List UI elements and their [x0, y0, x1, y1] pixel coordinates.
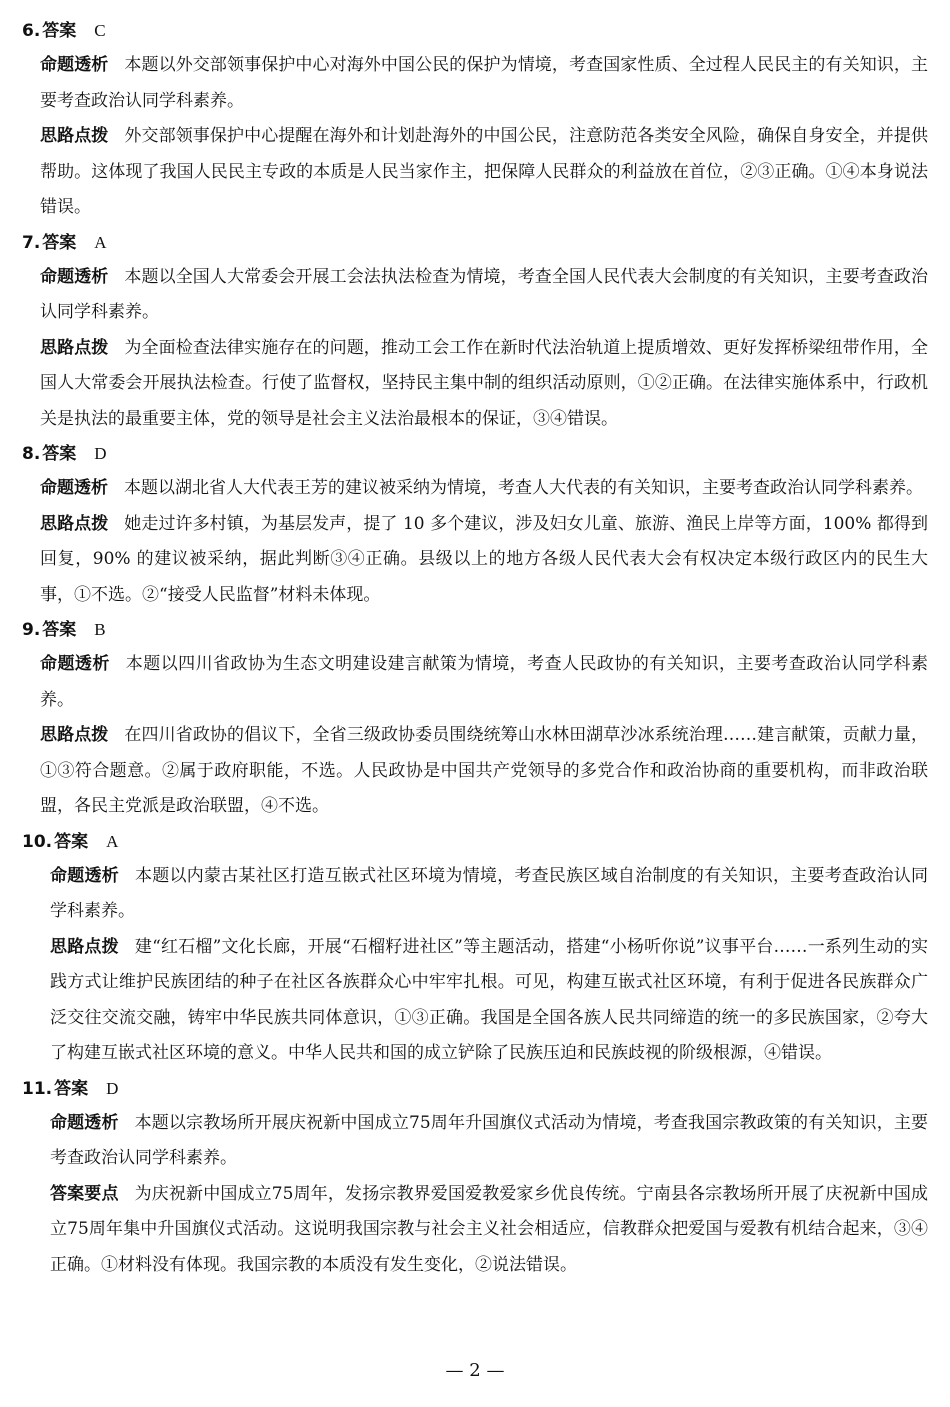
hint-label: 思路点拨: [40, 513, 109, 534]
page-number: — 2 —: [445, 1360, 505, 1381]
answer-label: 答案: [42, 444, 77, 464]
answer-label: 答案: [42, 620, 77, 640]
answer-label: 答案: [54, 1078, 89, 1099]
analysis-label: 命题透析: [50, 1112, 119, 1133]
analysis-label: 命题透析: [40, 266, 109, 287]
analysis-text: 本题以宗教场所开展庆祝新中国成立75周年升国旗仪式活动为情境，考查我国宗教政策的有关知识，主要考查政治认同学科素养。: [50, 1112, 928, 1168]
analysis-paragraph: [22, 260, 928, 331]
question-6: [22, 14, 928, 226]
hint-text: 外交部领事保护中心提醒在海外和计划赴海外的中国公民，注意防范各类安全风险，确保自身安全，并提供帮助。这体现了我国人民民主专政的本质是人民当家作主，把保障人民群众的利益放在首位，②③正确。①④本身说法错误。: [40, 126, 929, 217]
answer-line: [22, 14, 928, 48]
hint-text: 为全面检查法律实施存在的问题，推动工会工作在新时代法治轨道上提质增效、更好发挥桥梁纽带作用，全国人大常委会开展执法检查。行使了监督权，坚持民主集中制的组织活动原则，①②正确。在法律实施体系中，行政机关是执法的最重要主体，党的领导是社会主义法治最根本的保证，③④错误。: [40, 337, 929, 429]
analysis-label: 命题透析: [50, 865, 119, 886]
answer-line: [22, 1072, 928, 1106]
hint-text: 建“红石榴”文化长廊，开展“石榴籽进社区”等主题活动，搭建“小杨听你说”议事平台……一系列生动的实践方式让维护民族团结的种子在社区各族群众心中牢牢扎根。可见，构建互嵌式社区环境，有利于促进各民族群众广泛交往交流交融，铸牢中华民族共同体意识，①③正确。我国是全国各族人民共同缔造的统一的多民族国家，②夸大了构建互嵌式社区环境的意义。中华人民共和国的成立铲除了民族压迫和民族歧视的阶级根源，④错误。: [50, 936, 928, 1063]
answer-line: [22, 437, 928, 471]
question-8: [22, 437, 928, 613]
hint-text: 她走过许多村镇，为基层发声，提了 10 多个建议，涉及妇女儿童、旅游、渔民上岸等方面，100% 都得到回复，90% 的建议被采纳，据此判断③④正确。县级以上的地方各级人民代表大会有权决定本级行政区内的民生大事，①不选。②“接受人民监督”材料未体现。: [40, 513, 928, 605]
question-number: 11.: [22, 1078, 53, 1099]
answer-choice: A: [94, 232, 107, 252]
answer-label: 答案: [42, 232, 77, 253]
analysis-label: 命题透析: [40, 55, 109, 75]
hint-label: 思路点拨: [50, 936, 119, 957]
hint-label: 答案要点: [50, 1183, 119, 1204]
answer-label: 答案: [42, 21, 77, 41]
hint-paragraph: [22, 1177, 928, 1284]
question-number: 7.: [22, 232, 41, 253]
analysis-text: 本题以四川省政协为生态文明建设建言献策为情境，考查人民政协的有关知识，主要考查政治认同学科素养。: [40, 654, 928, 710]
analysis-text: 本题以湖北省人大代表王芳的建议被采纳为情境，考查人大代表的有关知识，主要考查政治认同学科素养。: [124, 478, 923, 498]
analysis-paragraph: [22, 647, 928, 718]
question-number: 9.: [22, 620, 41, 640]
hint-paragraph: [22, 507, 928, 614]
analysis-paragraph: [22, 1106, 928, 1177]
answer-line: [22, 825, 928, 859]
hint-paragraph: [22, 930, 928, 1072]
answer-choice: C: [94, 21, 106, 40]
question-number: 10.: [22, 831, 53, 852]
question-number: 8.: [22, 444, 41, 464]
answer-label: 答案: [54, 831, 89, 852]
analysis-paragraph: [22, 859, 928, 930]
question-number: 6.: [22, 21, 41, 41]
question-10: [22, 825, 928, 1072]
hint-label: 思路点拨: [40, 126, 109, 146]
question-11: [22, 1072, 928, 1284]
hint-label: 思路点拨: [40, 725, 109, 745]
analysis-text: 本题以内蒙古某社区打造互嵌式社区环境为情境，考查民族区域自治制度的有关知识，主要考查政治认同学科素养。: [50, 865, 929, 921]
hint-paragraph: [22, 119, 928, 226]
analysis-text: 本题以外交部领事保护中心对海外中国公民的保护为情境，考查国家性质、全过程人民民主的有关知识，主要考查政治认同学科素养。: [40, 55, 929, 111]
answer-line: [22, 226, 928, 260]
hint-label: 思路点拨: [40, 337, 109, 358]
analysis-label: 命题透析: [40, 478, 108, 498]
analysis-text: 本题以全国人大常委会开展工会法执法检查为情境，考查全国人民代表大会制度的有关知识，主要考查政治认同学科素养。: [40, 266, 929, 322]
hint-text: 为庆祝新中国成立75周年，发扬宗教界爱国爱教爱家乡优良传统。宁南县各宗教场所开展了庆祝新中国成立75周年集中升国旗仪式活动。这说明我国宗教与社会主义社会相适应，信教群众把爱国与爱教有机结合起来，③④正确。①材料没有体现。我国宗教的本质没有发生变化，②说法错误。: [50, 1183, 928, 1275]
hint-paragraph: [22, 331, 928, 438]
answer-choice: D: [106, 1078, 119, 1098]
answer-choice: A: [106, 831, 119, 851]
answer-choice: B: [94, 620, 106, 639]
answer-choice: D: [94, 444, 107, 463]
hint-paragraph: [22, 718, 928, 825]
hint-text: 在四川省政协的倡议下，全省三级政协委员围绕统筹山水林田湖草沙冰系统治理……建言献策，贡献力量，①③符合题意。②属于政府职能，不选。人民政协是中国共产党领导的多党合作和政治协商的重要机构，而非政治联盟，各民主党派是政治联盟，④不选。: [40, 725, 929, 816]
question-7: [22, 226, 928, 438]
answer-line: [22, 613, 928, 647]
analysis-label: 命题透析: [40, 654, 110, 674]
question-9: [22, 613, 928, 825]
analysis-paragraph: [22, 48, 928, 119]
analysis-paragraph: [22, 471, 928, 507]
